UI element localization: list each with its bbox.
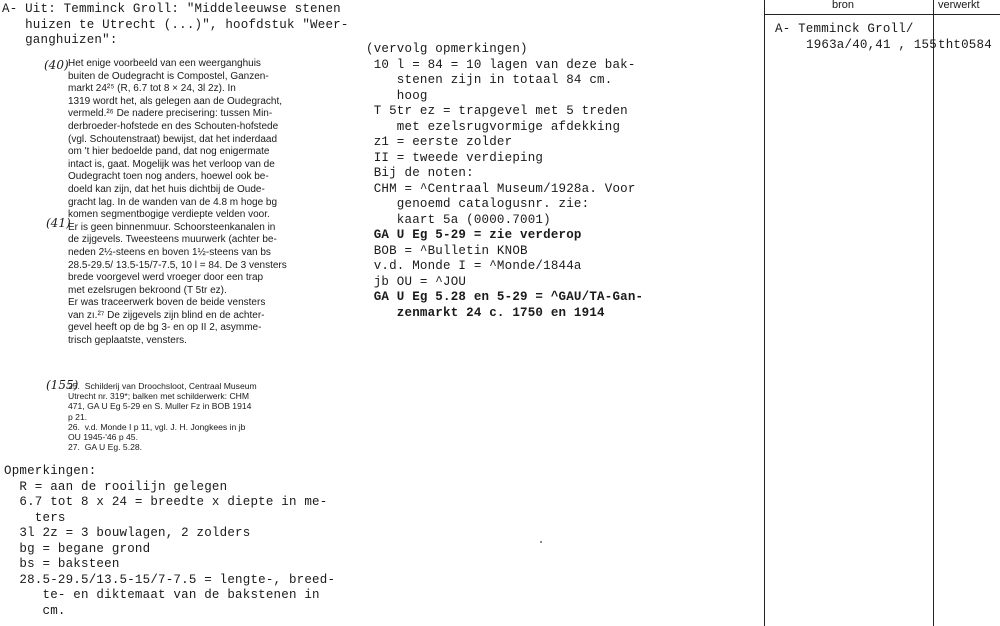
table-header-rule (764, 14, 1000, 15)
column-header-bron: bron (832, 0, 855, 11)
body-line: komen segmentbogige verdiepte velden voor. (68, 209, 270, 221)
table-column-divider (933, 0, 934, 626)
bron-entry-line-2: 1963a/40,41 , 155 (806, 38, 937, 52)
footnote-line: p 21. (68, 411, 88, 422)
body-line: 1319 wordt het, als gelegen aan de Oudegracht, (68, 95, 283, 107)
opmerkingen (4, 464, 335, 619)
opmerkingen-line: R = aan de rooilijn gelegen (4, 479, 228, 494)
excerpt-body (68, 58, 287, 348)
heading-line: A- Uit: Temminck Groll: "Middeleeuwse stenen (2, 2, 341, 16)
heading-line: ganghuizen": (2, 33, 118, 47)
footnote-line: 471, GA U Eg 5-29 en S. Muller Fz in BOB 1914 (68, 401, 252, 412)
body-line: om 't hier bedoelde pand, dat nog enigermate (68, 146, 270, 158)
footnotes (68, 381, 257, 452)
footnote-line: 27. GA U Eg. 5.28. (68, 442, 143, 453)
heading (2, 2, 349, 49)
opmerkingen-title: Opmerkingen: (4, 464, 97, 478)
margin-note-155: (155) (46, 378, 79, 392)
body-line: 28.5-29.5/ 13.5-15/7-7.5, 10 l = 84. De 3 vensters (68, 259, 287, 271)
vervolg-line: GA U Eg 5-29 = zie verderop (366, 228, 582, 242)
vervolg-line: Bij de noten: (366, 166, 474, 180)
body-line: Er is geen binnenmuur. Schoorsteenkanalen in (68, 221, 276, 233)
body-line: vermeld.²⁶ De nadere precisering: tussen Min- (68, 108, 273, 120)
body-line: gracht lag. In de wanden van de 4.8 m hoge bg (68, 196, 278, 208)
margin-note-41: (41) (46, 216, 71, 230)
bron-entry-line-1: A- Temminck Groll/ (775, 22, 914, 36)
margin-note-40: (40) (44, 58, 69, 72)
body-line: brede voorgevel werd vroeger door een trap (68, 272, 264, 284)
vervolg-line: genoemd catalogusnr. zie: (366, 197, 590, 211)
scan-speck (540, 541, 542, 543)
vervolg-line: CHM = ^Centraal Museum/1928a. Voor (366, 181, 636, 196)
table-left-border (764, 0, 765, 626)
opmerkingen-line: bs = baksteen (4, 557, 120, 571)
body-line: trisch geplaatste, vensters. (68, 335, 187, 347)
body-line: de zijgevels. Tweesteens muurwerk (achter be- (68, 234, 277, 246)
vervolg-line: v.d. Monde I = ^Monde/1844a (366, 259, 582, 273)
opmerkingen-line: te- en diktemaat van de bakstenen in (4, 588, 320, 602)
vervolg-line: hoog (366, 88, 428, 103)
body-line: neden 2½-steens en boven 1½-steens van bs (68, 246, 271, 258)
opmerkingen-line: ters (4, 510, 66, 525)
vervolg-line: kaart 5a (0000.7001) (366, 212, 551, 227)
footnote-line: OU 1945-'46 p 45. (68, 432, 138, 443)
footnote-line: Utrecht nr. 319*; balken met schilderwerk: CHM (68, 391, 250, 402)
body-line: Het enige voorbeeld van een weerganghuis (68, 58, 261, 69)
vervolg-title: (vervolg opmerkingen) (366, 42, 528, 56)
opmerkingen-line: 6.7 tot 8 x 24 = breedte x diepte in me- (4, 495, 328, 509)
vervolg-line: GA U Eg 5.28 en 5-29 = ^GAU/TA-Gan- (366, 290, 644, 304)
body-line: Oudegracht toen nog anders, hoewel ook be- (68, 171, 269, 183)
vervolg-line: z1 = eerste zolder (366, 135, 513, 149)
body-line: derbroeder-hofstede en des Schouten-hofstede (68, 120, 279, 132)
body-line: van zı.²⁷ De zijgevels zijn blind en de achter- (68, 309, 265, 321)
vervolg-line: BOB = ^Bulletin KNOB (366, 243, 528, 258)
body-line: buiten de Oudegracht is Compostel, Ganzen- (68, 70, 269, 82)
vervolg-line: zenmarkt 24 c. 1750 en 1914 (366, 305, 605, 320)
body-line: intact is, gaat. Mogelijk was het verloop van de (68, 158, 275, 170)
body-line: markt 24²⁵ (R, 6.7 tot 8 × 24, 3l 2z). In (68, 83, 236, 95)
vervolg-line: met ezelsrugvormige afdekking (366, 119, 621, 134)
verwerkt-entry: tht0584 (938, 38, 992, 52)
body-line: gevel heeft op de bg 3- en op II 2, asymme- (68, 322, 262, 334)
body-line: doeld kan zijn, dat het huis dichtbij de Oude- (68, 183, 265, 195)
footnote-line: 26. v.d. Monde I p 11, vgl. J. H. Jongkees in jb (68, 421, 246, 432)
body-line: (vgl. Schoutenstraat) bewijst, dat het inderdaad (68, 133, 278, 145)
vervolg-line: stenen zijn in totaal 84 cm. (366, 73, 613, 87)
vervolg-line: jb OU = ^JOU (366, 274, 467, 289)
body-line: Er was traceerwerk boven de beide vensters (68, 297, 266, 309)
opmerkingen-line: 28.5-29.5/13.5-15/7-7.5 = lengte-, breed- (4, 572, 336, 587)
vervolg-opmerkingen (366, 42, 643, 321)
vervolg-line: II = tweede verdieping (366, 150, 544, 165)
opmerkingen-line: 3l 2z = 3 bouwlagen, 2 zolders (4, 526, 251, 540)
vervolg-line: 10 l = 84 = 10 lagen van deze bak- (366, 57, 636, 72)
column-header-verwerkt: verwerkt (938, 0, 980, 11)
heading-line: huizen te Utrecht (...)", hoofdstuk "Weer- (2, 17, 349, 32)
opmerkingen-line: cm. (4, 603, 66, 618)
vervolg-line: T 5tr ez = trapgevel met 5 treden (366, 104, 628, 118)
body-line: met ezelsrugen bekroond (T 5tr ez). (68, 284, 227, 296)
footnote-line: 25. Schilderij van Droochsloot, Centraal Museum (68, 381, 257, 391)
opmerkingen-line: bg = begane grond (4, 541, 151, 556)
